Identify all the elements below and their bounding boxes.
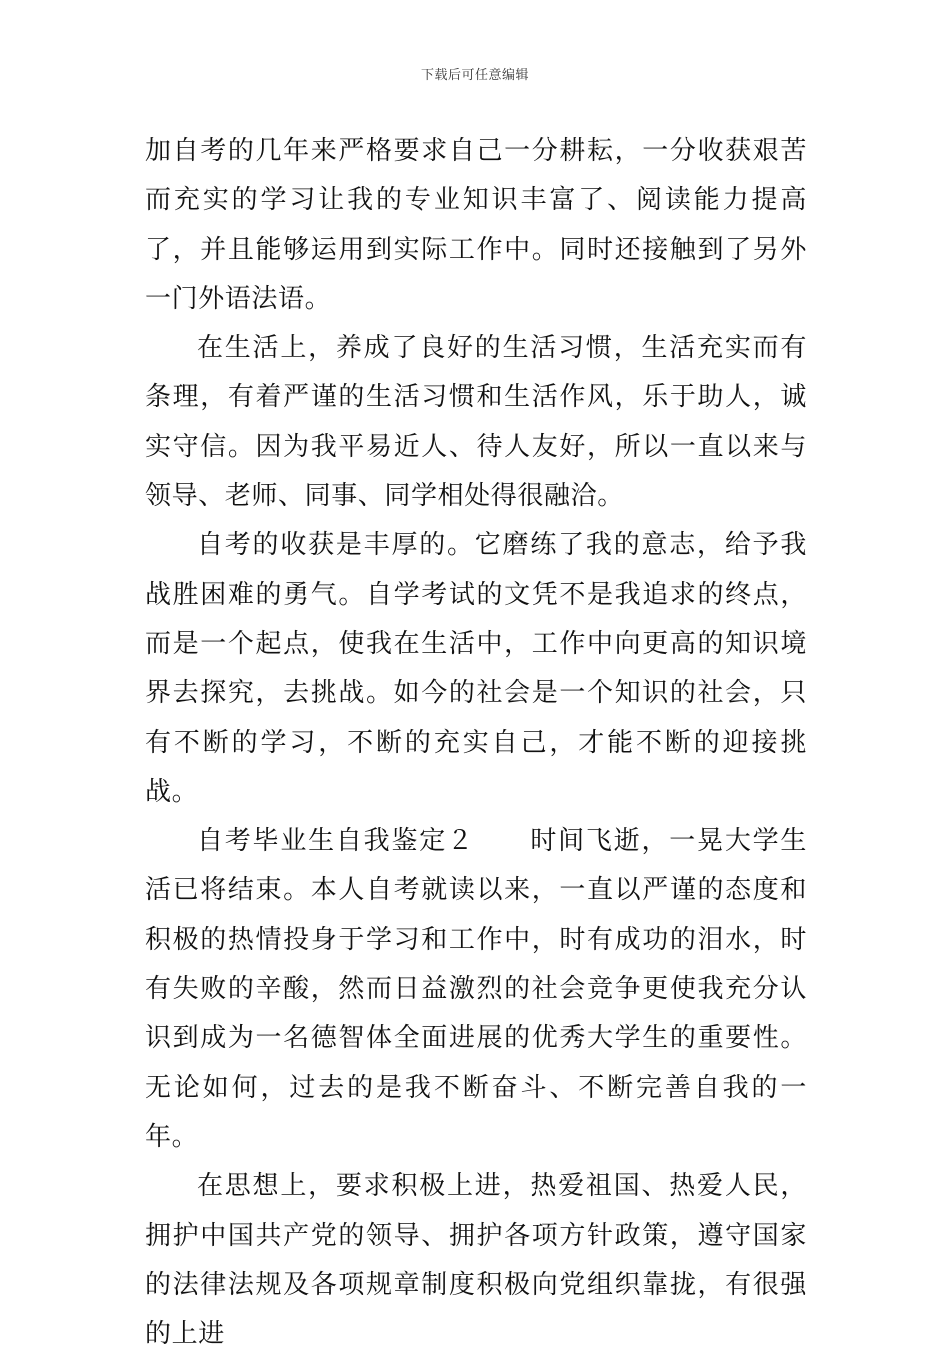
- paragraph-2: 在生活上，养成了良好的生活习惯，生活充实而有条理，有着严谨的生活习惯和生活作风，乐于助人，诚实守信。因为我平易近人、待人友好，所以一直以来与领导、老师、同事、同学相处得很融洽。: [145, 333, 807, 512]
- paragraph-1: 加自考的几年来严格要求自己一分耕耘，一分收获艰苦而充实的学习让我的专业知识丰富了、阅读能力提高了，并且能够运用到实际工作中。同时还接触到了另外一门外语法语。: [145, 136, 807, 314]
- page-header-note: 下载后可任意编辑: [420, 68, 529, 83]
- paragraph-4: 自考毕业生自我鉴定２ 时间飞逝，一晃大学生活已将结束。本人自考就读以来，一直以严谨的态度和积极的热情投身于学习和工作中，时有成功的泪水，时有失败的辛酸，然而日益激烈的社会竞争更使我充分认识到成为一名德智体全面进展的优秀大学生的重要性。无论如何，过去的是我不断奋斗、不断完善自我的一年。: [145, 826, 807, 1152]
- paragraph-5: 在思想上，要求积极上进，热爱祖国、热爱人民，拥护中国共产党的领导、拥护各项方针政策，遵守国家的法律法规及各项规章制度积极向党组织靠拢，有很强的上进: [145, 1171, 807, 1350]
- document-body: [145, 127, 807, 1359]
- paragraph-3: 自考的收获是丰厚的。它磨练了我的意志，给予我战胜困难的勇气。自学考试的文凭不是我追求的终点，而是一个起点，使我在生活中，工作中向更高的知识境界去探究，去挑战。如今的社会是一个知识的社会，只有不断的学习，不断的充实自己，才能不断的迎接挑战。: [145, 530, 807, 807]
